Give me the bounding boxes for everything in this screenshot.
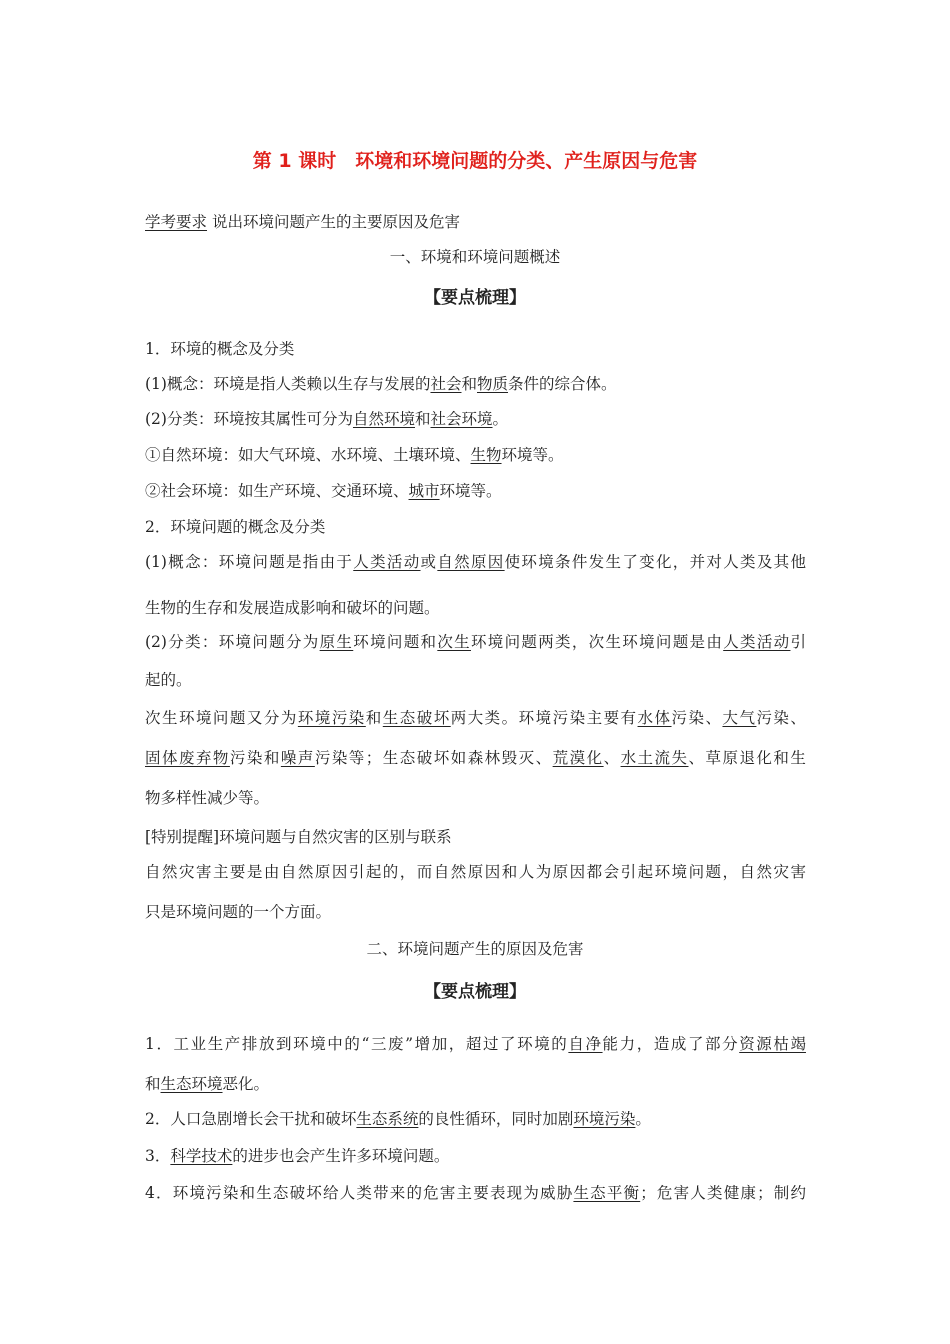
underlined-answer: 环境污染 (297, 709, 366, 727)
underlined-answer: 环境污染 (573, 1110, 636, 1128)
requirement-label: 学考要求 (145, 213, 208, 231)
text-line (145, 1144, 449, 1166)
text-segment: 和 (461, 375, 477, 393)
text-segment: 和 (145, 1075, 161, 1093)
text-segment: 条件的综合体。 (508, 375, 617, 393)
underlined-answer: 噪声 (280, 749, 315, 767)
text-line (145, 515, 325, 537)
underlined-answer: 科学技术 (170, 1147, 233, 1165)
underlined-answer: 社会环境 (430, 410, 493, 428)
text-segment: ①自然环境：如大气环境、水环境、土壤环境、 (145, 446, 471, 464)
underlined-answer: 水体 (637, 709, 672, 727)
text-segment: 和 (365, 709, 383, 727)
text-segment: 2．环境问题的概念及分类 (145, 518, 326, 536)
text-segment: [特别提醒]环境问题与自然灾害的区别与联系 (145, 828, 452, 846)
text-line (145, 550, 806, 572)
section2-key-points: 【要点梳理】 (424, 982, 526, 1002)
text-segment: 物多样性减少等。 (145, 789, 270, 807)
text-segment: 。 (635, 1110, 651, 1128)
section1-key-points: 【要点梳理】 (424, 288, 526, 308)
text-line (145, 407, 508, 429)
text-line (145, 860, 806, 882)
text-segment: 3． (145, 1147, 171, 1165)
text-segment: (1)概念：环境问题是指由于 (145, 553, 354, 571)
text-segment: 环境问题两类，次生环境问题是由 (470, 633, 724, 651)
text-segment: 环境等。 (439, 482, 502, 500)
text-segment: 引 (790, 633, 806, 651)
underlined-answer: 次生 (437, 633, 471, 651)
text-segment: 、草原退化和生 (688, 749, 806, 767)
text-line (145, 706, 806, 728)
section1-heading: 一、环境和环境问题概述 (389, 248, 561, 266)
underlined-answer: 生态破坏 (382, 709, 451, 727)
text-segment: 污染等；生态破坏如森林毁灭、 (314, 749, 553, 767)
underlined-answer: 原生 (319, 633, 354, 651)
text-segment: 的进步也会产生许多环境问题。 (232, 1147, 450, 1165)
text-segment: 。 (492, 410, 509, 428)
text-segment: 污染和 (229, 749, 281, 767)
text-line (145, 1072, 269, 1094)
section2-heading: 二、环境问题产生的原因及危害 (366, 940, 584, 958)
underlined-answer: 自然原因 (437, 553, 505, 571)
underlined-answer: 荒漠化 (552, 749, 604, 767)
underlined-answer: 资源枯竭 (739, 1035, 806, 1053)
text-segment: (2)分类：环境问题分为 (145, 633, 320, 651)
text-segment: (2)分类：环境按其属性可分为 (145, 410, 353, 428)
page-title: 第 1 课时 环境和环境问题的分类、产生原因与危害 (252, 150, 698, 172)
text-line (145, 1032, 806, 1054)
underlined-answer: 生态系统 (356, 1110, 419, 1128)
text-line (145, 372, 617, 394)
text-segment: 1．环境的概念及分类 (145, 340, 295, 358)
underlined-answer: 人类活动 (353, 553, 421, 571)
text-line (145, 825, 452, 847)
text-segment: 和 (414, 410, 431, 428)
text-segment: 1．工业生产排放到环境中的“三废”增加，超过了环境的 (145, 1035, 569, 1053)
underlined-answer: 自然环境 (352, 410, 415, 428)
underlined-answer: 大气 (722, 709, 757, 727)
text-line (145, 786, 269, 808)
text-segment: 污染、 (671, 709, 723, 727)
text-segment: 生物的生存和发展造成影响和破坏的问题。 (145, 599, 440, 617)
underlined-answer: 城市 (408, 482, 440, 500)
text-line (145, 900, 331, 922)
text-line (145, 596, 440, 618)
text-segment: 恶化。 (222, 1075, 270, 1093)
text-segment: 2．人口急剧增长会干扰和破坏 (145, 1110, 357, 1128)
requirement-row (145, 210, 460, 232)
text-segment: 使环境条件发生了变化，并对人类及其他 (504, 553, 806, 571)
underlined-answer: 生物 (470, 446, 502, 464)
underlined-answer: 固体废弃物 (145, 749, 230, 767)
text-segment: 能力，造成了部分 (602, 1035, 740, 1053)
text-segment: 4．环境污染和生态破坏给人类带来的危害主要表现为威胁 (145, 1184, 574, 1202)
underlined-answer: 人类活动 (723, 633, 791, 651)
text-line (145, 337, 294, 359)
text-segment: 次生环境问题又分为 (145, 709, 298, 727)
text-line (145, 1107, 651, 1129)
text-segment: 自然灾害主要是由自然原因引起的，而自然原因和人为原因都会引起环境问题，自然灾害 (145, 863, 806, 881)
underlined-answer: 生态环境 (160, 1075, 223, 1093)
text-line (145, 479, 502, 501)
text-segment: 只是环境问题的一个方面。 (145, 903, 332, 921)
text-segment: 起的。 (145, 671, 192, 689)
text-segment: ②社会环境：如生产环境、交通环境、 (145, 482, 409, 500)
text-line (145, 1181, 806, 1203)
text-segment: 环境问题和 (353, 633, 438, 651)
underlined-answer: 生态平衡 (573, 1184, 641, 1202)
underlined-answer: 自净 (568, 1035, 603, 1053)
text-segment: ；危害人类健康；制约 (640, 1184, 806, 1202)
text-line (145, 746, 806, 768)
text-segment: 、 (603, 749, 621, 767)
text-segment: (1)概念：环境是指人类赖以生存与发展的 (145, 375, 431, 393)
underlined-answer: 物质 (477, 375, 509, 393)
text-segment: 两大类。环境污染主要有 (450, 709, 638, 727)
text-line (145, 443, 564, 465)
text-segment: 环境等。 (501, 446, 564, 464)
underlined-answer: 水土流失 (620, 749, 689, 767)
text-segment: 污染、 (756, 709, 806, 727)
text-segment: 或 (420, 553, 438, 571)
text-line (145, 630, 806, 652)
underlined-answer: 社会 (430, 375, 462, 393)
text-line (145, 668, 192, 690)
text-segment: 的良性循环，同时加剧 (418, 1110, 574, 1128)
requirement-text: 说出环境问题产生的主要原因及危害 (211, 213, 460, 231)
